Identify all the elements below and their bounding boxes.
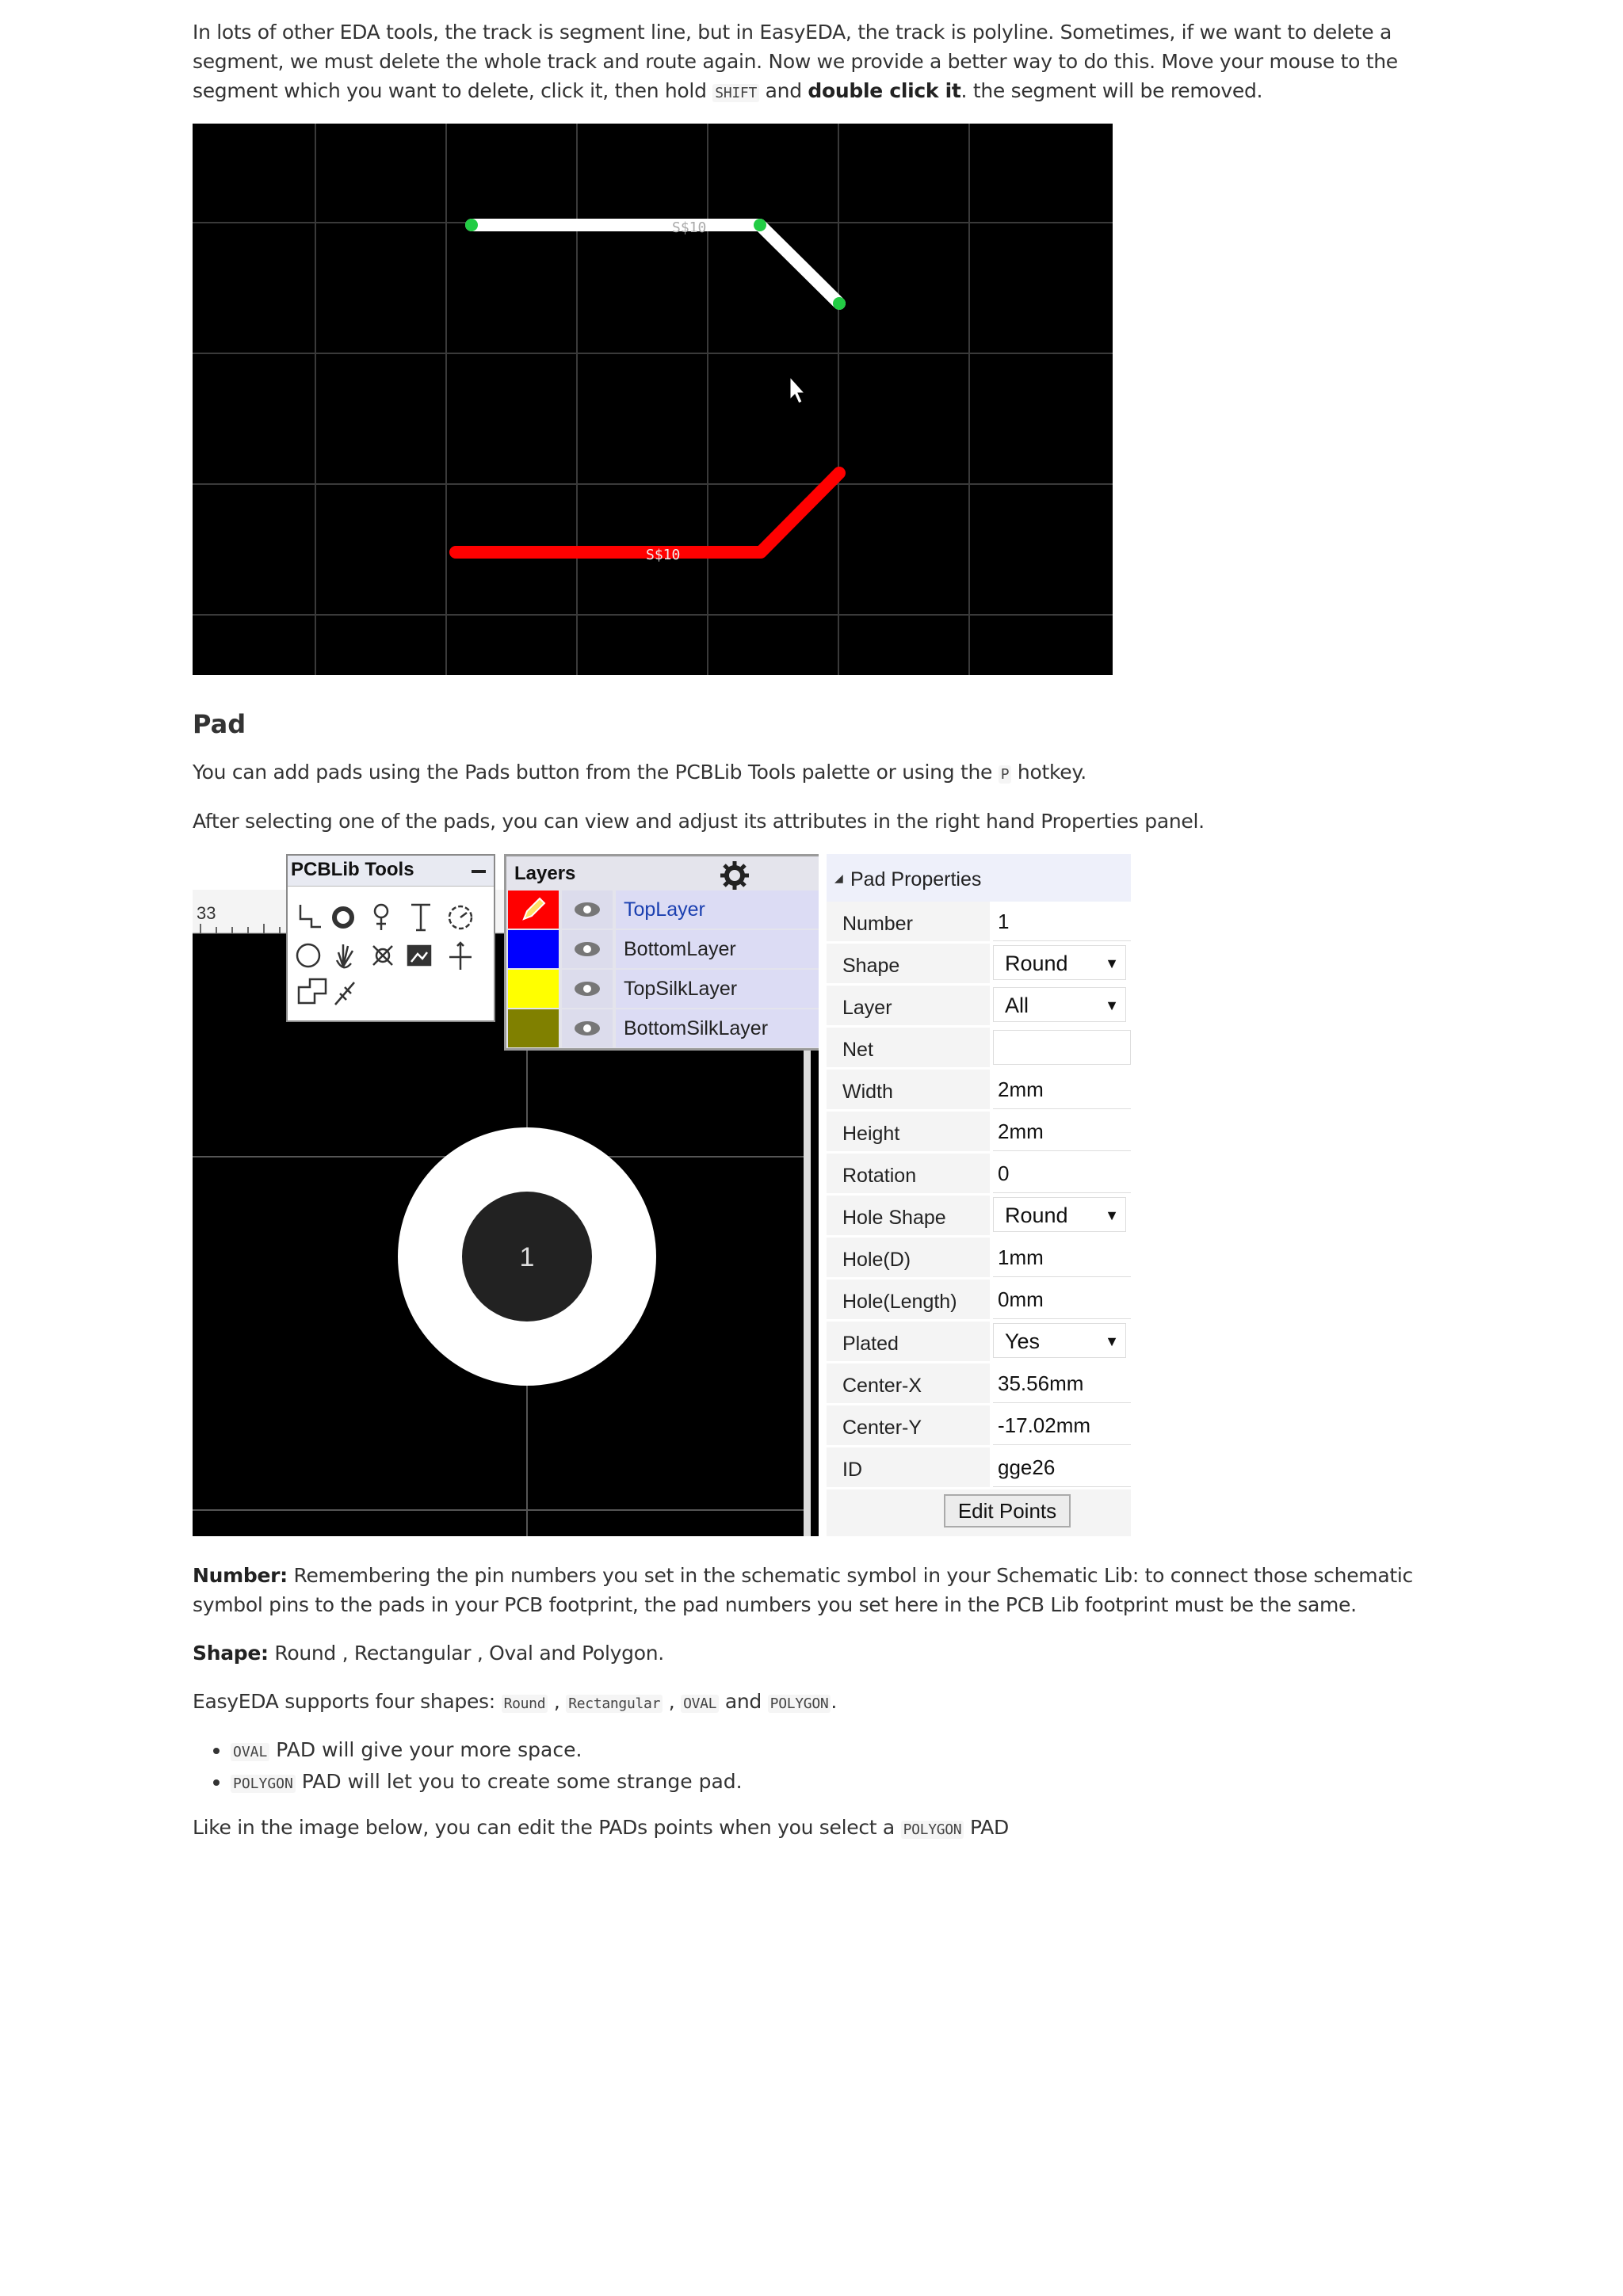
minimize-icon[interactable] bbox=[472, 870, 486, 873]
prop-label: Plated bbox=[827, 1322, 990, 1361]
prop-row-layer bbox=[827, 986, 1131, 1028]
prop-row-rotation bbox=[827, 1154, 1131, 1196]
dropdown-arrow-icon: ▼ bbox=[1105, 1333, 1119, 1349]
layer-name[interactable]: TopLayer bbox=[616, 891, 976, 929]
pad-properties-figure bbox=[193, 854, 1131, 1536]
prop-label: Net bbox=[827, 1028, 990, 1067]
prop-label: Hole Shape bbox=[827, 1196, 990, 1235]
circle-tool-icon[interactable] bbox=[297, 944, 319, 967]
dropdown-arrow-icon: ▼ bbox=[1105, 955, 1119, 971]
center-x-input[interactable]: 35.56mm bbox=[993, 1363, 1131, 1403]
p-hotkey-code: P bbox=[999, 765, 1012, 784]
layer-color-swatch[interactable] bbox=[508, 930, 559, 968]
list-item: • OVAL PAD will give your more space. bbox=[231, 1735, 743, 1767]
hole-d-input[interactable]: 1mm bbox=[993, 1238, 1131, 1277]
layer-color-swatch[interactable] bbox=[508, 1009, 559, 1047]
node-start[interactable] bbox=[465, 219, 478, 231]
text-tool-icon[interactable] bbox=[411, 905, 430, 930]
props-title: Pad Properties bbox=[850, 868, 982, 891]
track-tool-icon[interactable] bbox=[300, 905, 321, 927]
supported-shapes-paragraph: EasyEDA supports four shapes: Round , Rectangular , OVAL and POLYGON . bbox=[193, 1690, 838, 1713]
hole-length-input[interactable]: 0mm bbox=[993, 1280, 1131, 1319]
eye-icon[interactable] bbox=[562, 930, 613, 968]
eye-icon[interactable] bbox=[562, 970, 613, 1008]
number-input[interactable]: 1 bbox=[993, 902, 1131, 941]
prop-row-hole-d bbox=[827, 1238, 1131, 1280]
prop-label: Layer bbox=[827, 986, 990, 1025]
prop-row-height bbox=[827, 1112, 1131, 1154]
props-header bbox=[827, 854, 1131, 902]
grid-lines bbox=[193, 124, 1113, 675]
eye-icon[interactable] bbox=[562, 891, 613, 929]
pad-heading: Pad bbox=[193, 709, 246, 739]
prop-label: Width bbox=[827, 1070, 990, 1109]
shape-bullet-list bbox=[193, 1735, 743, 1798]
prop-label: Number bbox=[827, 902, 990, 941]
layer-color-swatch[interactable] bbox=[508, 970, 559, 1008]
id-input[interactable]: gge26 bbox=[993, 1447, 1131, 1487]
measure-tool-icon[interactable] bbox=[335, 982, 354, 1005]
rotation-input[interactable]: 0 bbox=[993, 1154, 1131, 1193]
white-track[interactable] bbox=[472, 225, 839, 303]
hole-shape-select[interactable]: Round ▼ bbox=[993, 1197, 1126, 1232]
arc-tool-icon[interactable] bbox=[449, 906, 472, 929]
pcblib-tools-panel bbox=[286, 854, 495, 1022]
layer-name[interactable]: TopSilkLayer bbox=[616, 970, 976, 1008]
pad-attributes-paragraph: After selecting one of the pads, you can view and adjust its attributes in the right hand Properties panel. bbox=[193, 810, 1205, 833]
prop-label: Hole(D) bbox=[827, 1238, 990, 1277]
edit-points-button[interactable]: Edit Points bbox=[944, 1494, 1071, 1527]
pad-intro-paragraph: You can add pads using the Pads button from the PCBLib Tools palette or using the P hotkey. bbox=[193, 761, 1086, 784]
height-input[interactable]: 2mm bbox=[993, 1112, 1131, 1151]
number-paragraph: Number: Remembering the pin numbers you set in the schematic symbol in your Schematic Lib: to connect those schematic symbol pins to the pads in your PCB footprint, the pad numbers you set here in the PCB Lib footprint must be the same. bbox=[193, 1564, 1413, 1616]
node-end[interactable] bbox=[833, 297, 846, 310]
shape-select[interactable]: Round ▼ bbox=[993, 945, 1126, 980]
layer-name[interactable]: BottomLayer bbox=[616, 930, 976, 968]
white-track-label: S$10 bbox=[672, 219, 707, 236]
shape-paragraph: Shape: Round , Rectangular , Oval and Polygon. bbox=[193, 1642, 664, 1665]
track-canvas bbox=[193, 124, 1113, 675]
track-segment-figure bbox=[193, 124, 1113, 675]
edit-points-row bbox=[827, 1489, 1131, 1536]
collapse-triangle-icon[interactable]: ◢ bbox=[834, 871, 843, 884]
layer-select[interactable]: All ▼ bbox=[993, 987, 1126, 1022]
plated-select[interactable]: Yes ▼ bbox=[993, 1323, 1126, 1358]
net-input[interactable] bbox=[993, 1030, 1131, 1065]
image-tool-icon[interactable] bbox=[408, 946, 430, 965]
prop-row-center-x bbox=[827, 1363, 1131, 1405]
prop-row-hole-shape bbox=[827, 1196, 1131, 1238]
anchor-tool-icon[interactable] bbox=[449, 943, 472, 970]
width-input[interactable]: 2mm bbox=[993, 1070, 1131, 1109]
tools-panel-title: PCBLib Tools bbox=[291, 859, 414, 880]
mouse-cursor-icon bbox=[790, 377, 804, 403]
prop-label: Shape bbox=[827, 944, 990, 983]
shift-code: SHIFT bbox=[712, 84, 759, 102]
pad-tool-icon[interactable] bbox=[334, 909, 352, 926]
ruler-label: 33 bbox=[197, 903, 216, 923]
intro-paragraph: In lots of other EDA tools, the track is segment line, but in EasyEDA, the track is polyline. Sometimes, if we want to delete a segment, we must delete the whole track and route again. Now we provide a better way to do this. Move your mouse to the segment which you want to delete, click it, then hold SHIFT and double click it. the segment will be removed. bbox=[193, 21, 1398, 102]
tools-grid bbox=[294, 900, 492, 1019]
double-click-bold: double click it bbox=[808, 79, 961, 102]
prop-row-hole-length bbox=[827, 1280, 1131, 1322]
eye-icon[interactable] bbox=[562, 1009, 613, 1047]
prop-label: Hole(Length) bbox=[827, 1280, 990, 1319]
layer-color-swatch[interactable] bbox=[508, 891, 559, 929]
polygon-edit-paragraph: Like in the image below, you can edit the PADs points when you select a POLYGON PAD bbox=[193, 1816, 1009, 1839]
list-item: • POLYGON PAD will let you to create some strange pad. bbox=[231, 1767, 743, 1798]
hand-tool-icon[interactable] bbox=[337, 944, 353, 967]
prop-row-width bbox=[827, 1070, 1131, 1112]
gear-icon[interactable] bbox=[719, 860, 750, 891]
prop-row-center-y bbox=[827, 1405, 1131, 1447]
pad-properties-panel bbox=[819, 854, 1131, 1536]
dropdown-arrow-icon: ▼ bbox=[1105, 1207, 1119, 1223]
prop-row-shape bbox=[827, 944, 1131, 986]
image-pin-tool-icon[interactable] bbox=[373, 946, 392, 965]
dropdown-arrow-icon: ▼ bbox=[1105, 997, 1119, 1013]
prop-label: Height bbox=[827, 1112, 990, 1151]
prop-label: Center-X bbox=[827, 1363, 990, 1403]
prop-label: Center-Y bbox=[827, 1405, 990, 1445]
center-y-input[interactable]: -17.02mm bbox=[993, 1405, 1131, 1445]
layers-panel-title: Layers bbox=[514, 863, 576, 884]
prop-row-plated bbox=[827, 1322, 1131, 1363]
pad-number-label: 1 bbox=[519, 1242, 535, 1272]
red-track-label: S$10 bbox=[646, 547, 681, 563]
pencil-icon bbox=[508, 891, 559, 929]
tools-panel-header bbox=[288, 856, 494, 887]
prop-row-id bbox=[827, 1447, 1131, 1489]
prop-row-net bbox=[827, 1028, 1131, 1070]
layer-name[interactable]: BottomSilkLayer bbox=[616, 1009, 976, 1047]
prop-label: Rotation bbox=[827, 1154, 990, 1193]
node-middle[interactable] bbox=[754, 219, 766, 231]
prop-row-number bbox=[827, 902, 1131, 944]
prop-label: ID bbox=[827, 1447, 990, 1487]
via-tool-icon[interactable] bbox=[375, 905, 388, 930]
solid-region-tool-icon[interactable] bbox=[299, 979, 326, 1003]
